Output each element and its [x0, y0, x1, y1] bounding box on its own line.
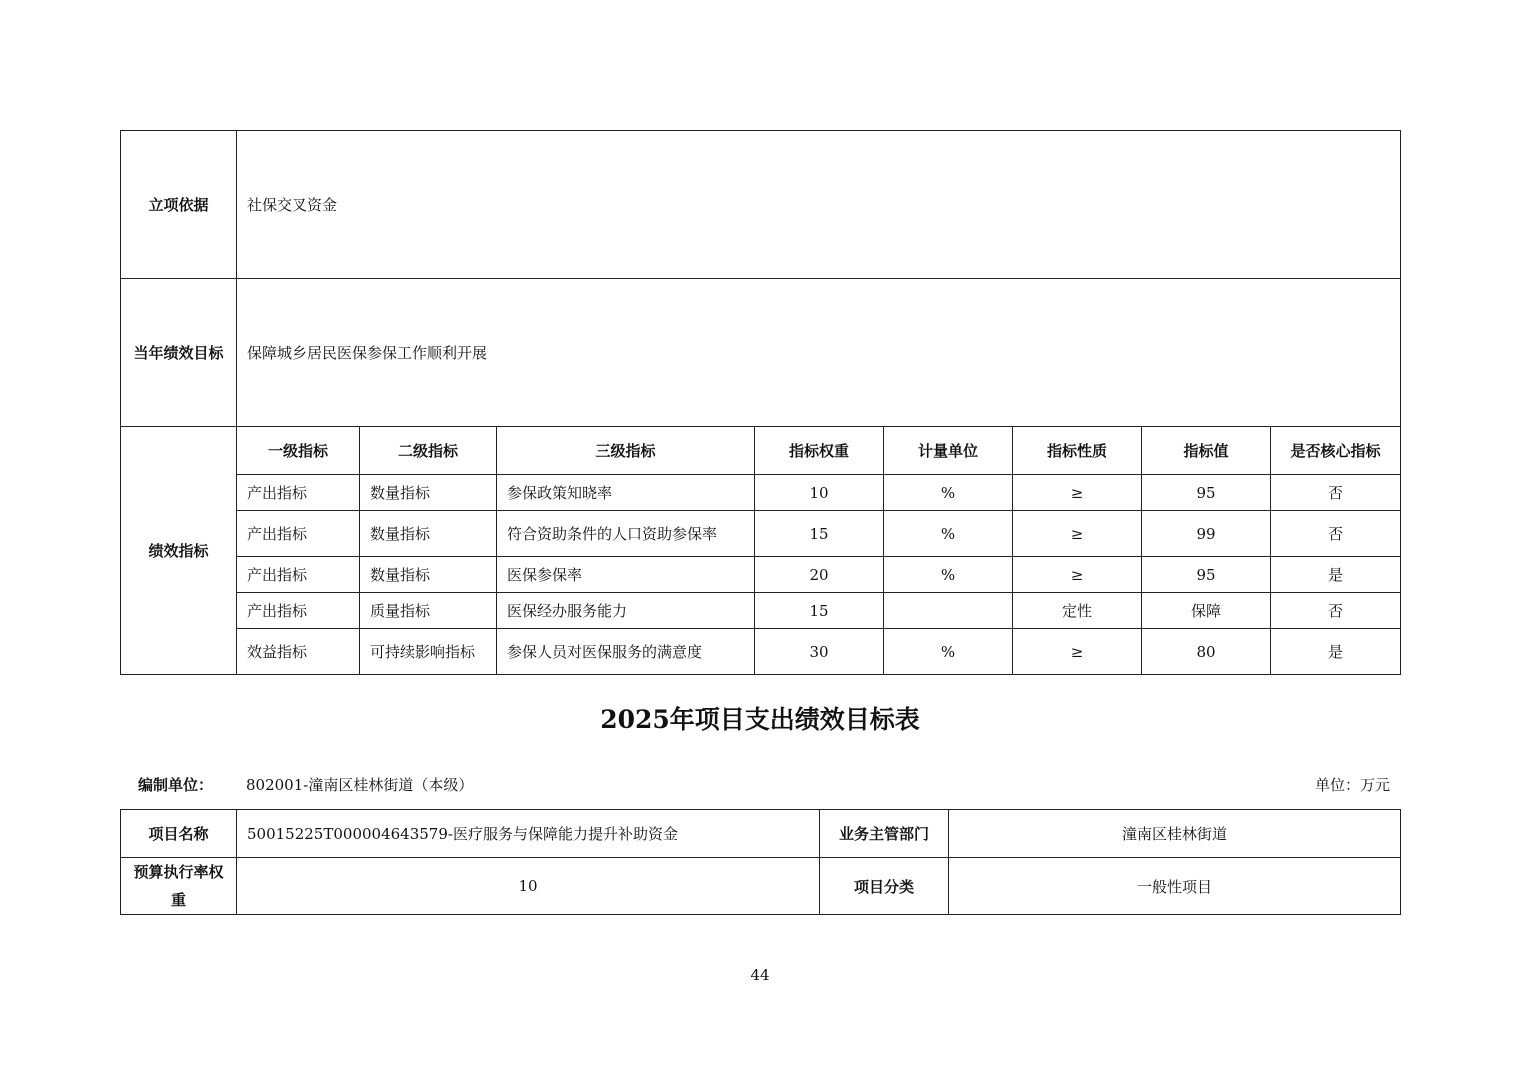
cell-value: 保障	[1142, 593, 1271, 629]
cell-nature: ≥	[1013, 511, 1142, 557]
project-info-table	[120, 809, 1401, 915]
cell-unit: %	[884, 557, 1013, 593]
basis-row	[121, 131, 1401, 279]
cell-core: 否	[1271, 475, 1401, 511]
dept-value: 潼南区桂林街道	[949, 810, 1401, 858]
table-row	[121, 511, 1401, 557]
category-value: 一般性项目	[949, 858, 1401, 915]
cell-unit	[884, 593, 1013, 629]
cell-level1: 效益指标	[237, 629, 360, 675]
budget-row	[121, 858, 1401, 915]
cell-level1: 产出指标	[237, 511, 360, 557]
cell-core: 否	[1271, 593, 1401, 629]
header-core: 是否核心指标	[1271, 427, 1401, 475]
cell-level3: 参保政策知晓率	[497, 475, 755, 511]
header-nature: 指标性质	[1013, 427, 1142, 475]
cell-level1: 产出指标	[237, 557, 360, 593]
header-value: 指标值	[1142, 427, 1271, 475]
cell-value: 80	[1142, 629, 1271, 675]
cell-level2: 数量指标	[360, 557, 497, 593]
cell-level1: 产出指标	[237, 475, 360, 511]
header-weight: 指标权重	[755, 427, 884, 475]
cell-level3: 医保参保率	[497, 557, 755, 593]
indicator-header-row	[121, 427, 1401, 475]
goal-row	[121, 279, 1401, 427]
cell-weight: 15	[755, 511, 884, 557]
table-row	[121, 593, 1401, 629]
performance-table-continued	[120, 130, 1401, 675]
cell-level2: 可持续影响指标	[360, 629, 497, 675]
cell-core: 否	[1271, 511, 1401, 557]
cell-nature: ≥	[1013, 475, 1142, 511]
header-level3: 三级指标	[497, 427, 755, 475]
goal-label: 当年绩效目标	[121, 279, 237, 427]
cell-level2: 数量指标	[360, 511, 497, 557]
cell-value: 95	[1142, 557, 1271, 593]
table-row	[121, 475, 1401, 511]
dept-label: 业务主管部门	[820, 810, 949, 858]
cell-core: 是	[1271, 557, 1401, 593]
cell-weight: 10	[755, 475, 884, 511]
project-name-label: 项目名称	[121, 810, 237, 858]
header-unit: 计量单位	[884, 427, 1013, 475]
budget-rate-value: 10	[237, 858, 820, 915]
header-level2: 二级指标	[360, 427, 497, 475]
project-name-row	[121, 810, 1401, 858]
basis-label: 立项依据	[121, 131, 237, 279]
cell-level2: 质量指标	[360, 593, 497, 629]
org-value: 802001-潼南区桂林街道（本级）	[246, 776, 474, 794]
cell-unit: %	[884, 629, 1013, 675]
cell-value: 95	[1142, 475, 1271, 511]
goal-value: 保障城乡居民医保参保工作顺利开展	[237, 279, 1401, 427]
page-number: 44	[750, 966, 770, 984]
cell-level3: 参保人员对医保服务的满意度	[497, 629, 755, 675]
header-level1: 一级指标	[237, 427, 360, 475]
money-unit: 单位：万元	[1314, 776, 1390, 794]
org-label: 编制单位：	[138, 776, 214, 794]
table-row	[121, 629, 1401, 675]
cell-level3: 符合资助条件的人口资助参保率	[497, 511, 755, 557]
cell-weight: 15	[755, 593, 884, 629]
table-row	[121, 557, 1401, 593]
project-name-value: 50015225T000004643579-医疗服务与保障能力提升补助资金	[237, 810, 820, 858]
cell-level1: 产出指标	[237, 593, 360, 629]
cell-level2: 数量指标	[360, 475, 497, 511]
cell-weight: 30	[755, 629, 884, 675]
cell-weight: 20	[755, 557, 884, 593]
category-label: 项目分类	[820, 858, 949, 915]
basis-value: 社保交叉资金	[237, 131, 1401, 279]
budget-rate-label: 预算执行率权重	[121, 858, 237, 915]
cell-level3: 医保经办服务能力	[497, 593, 755, 629]
cell-core: 是	[1271, 629, 1401, 675]
indicators-label: 绩效指标	[121, 427, 237, 675]
page-title: 2025年项目支出绩效目标表	[600, 705, 920, 734]
cell-unit: %	[884, 475, 1013, 511]
cell-nature: ≥	[1013, 629, 1142, 675]
cell-nature: 定性	[1013, 593, 1142, 629]
cell-value: 99	[1142, 511, 1271, 557]
cell-unit: %	[884, 511, 1013, 557]
cell-nature: ≥	[1013, 557, 1142, 593]
